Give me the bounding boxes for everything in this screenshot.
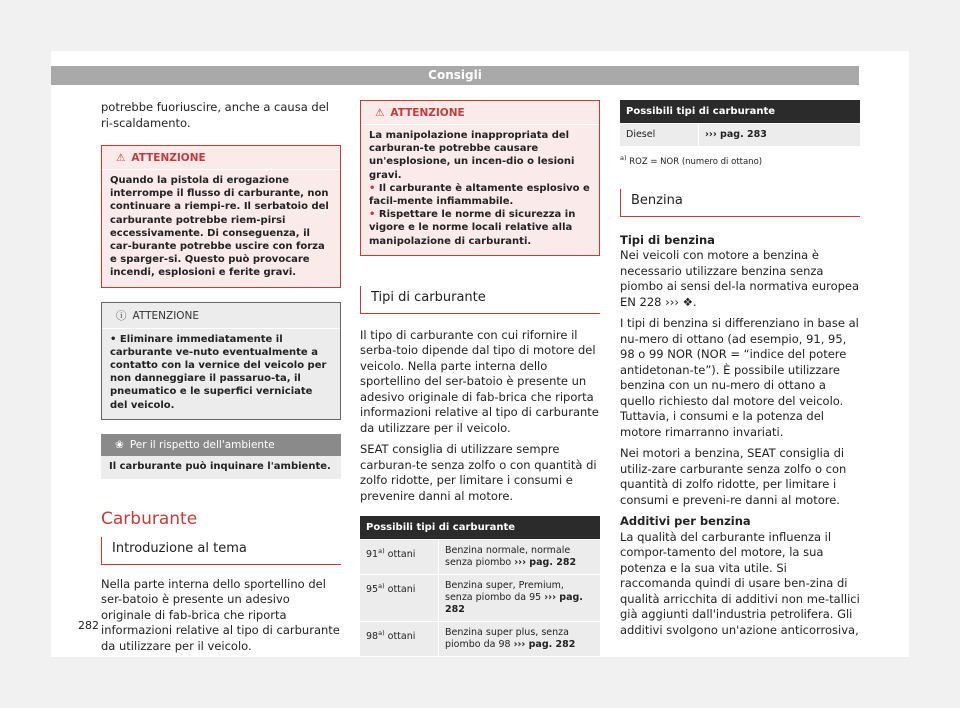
paragraph-2: I tipi di benzina si differenziano in base al nu-mero di ottano (ad esempio, 91, 95, 98 o 99 NOR (NOR = “indice del potere antidetonan-te”). È possibile utilizzare benzina con un nu-mero di ottano a quello richiesto dal motore del veicolo. Tuttavia, i consumi e la potenza del motore rimarranno invariati.: [620, 316, 859, 439]
paragraph-1: Nei veicoli con motore a benzina è necessario utilizzare benzina senza piombo ai sensi del-la normativa europea EN 228 ››› ❖.: [620, 248, 860, 309]
warning-ref-icon[interactable]: ❖: [682, 294, 693, 309]
column-1: [101, 100, 341, 660]
table-row: 95$^{a)}$ ottani Benzina super, Premium, senza piombo da 95 ››› pag. 282: [360, 575, 600, 622]
page-link[interactable]: ››› pag. 282: [514, 557, 577, 569]
section-subtitle: Introduzione al tema: [101, 537, 341, 565]
heading-benzina: Benzina: [620, 189, 860, 217]
paragraph-1: Il tipo di carburante con cui rifornire il serba-toio dipende dal tipo di motore del veicolo. Nella parte interna dello sportellino del ser-batoio è presente un adesivo originale di fab-brica che riporta informazioni relative al tipo di carburante da utilizzare per il veicolo.: [360, 327, 599, 435]
warning-triangle-icon: ⚠: [375, 107, 385, 119]
column-2: [360, 100, 600, 656]
table-row: 91$^{a)}$ ottani Benzina normale, normale senza piombo ››› pag. 282: [360, 540, 600, 575]
section-carburante: [101, 509, 341, 565]
intro-paragraph: Nella parte interna dello sportellino del ser-batoio è presente un adesivo originale di fab-brica che riporta informazioni relative al tipo di carburante da utilizzare per il veicolo.: [101, 576, 340, 653]
warning-header: ⚠ ATTENZIONE: [361, 101, 599, 125]
page-link[interactable]: ››› pag. 282: [445, 592, 583, 616]
leaf-icon: ❀: [115, 438, 124, 451]
table-header: Possibili tipi di carburante: [360, 516, 600, 540]
bullet-icon: •: [369, 209, 376, 221]
environment-box: [101, 434, 341, 479]
fuel-table: [360, 516, 600, 656]
page-number: 282: [78, 619, 99, 632]
warning-text: La manipolazione inappropriata del carburan-te potrebbe causare un'esplosione, un incen-dio o lesioni gravi. • Il carburante è altamente esplosivo e facil-mente infiammabile. • Rispettare le norme di sicurezza in vigore e le norme locali relative alla manipolazione di carburanti.: [369, 130, 590, 247]
subheading-additivi: Additivi per benzina: [620, 514, 751, 529]
bullet-icon: •: [110, 333, 117, 345]
warning-text: Quando la pistola di erogazione interrompe il flusso di carburante, non continuare a riempi-re. Il serbatoio del carburante potrebbe riem-pirsi eccessivamente. Di conseguenza, il car-burante potrebbe uscire con forza e sparger-si. Questo può provocare incendi, esplosioni e ferite gravi.: [110, 175, 329, 279]
heading-tipi-carburante: Tipi di carburante: [360, 286, 600, 314]
page-header: Consigli: [51, 66, 859, 85]
table-header: Possibili tipi di carburante: [620, 100, 860, 124]
warning-triangle-icon: ⚠: [116, 152, 126, 164]
fuel-table-continued: [620, 100, 860, 146]
section-title: Carburante: [101, 508, 198, 529]
paragraph-4: La qualità del carburante influenza il compor-tamento del motore, la sua potenza e la sua vita utile. Si raccomanda quindi di usare ben-zina di qualità arricchita di additivi non me-tallici già aggiunti dall'industria petrolifera. Gli additivi svolgono un'azione anticorrosiva,: [620, 529, 860, 637]
page-link[interactable]: ››› pag. 283: [705, 129, 767, 140]
page-link[interactable]: ››› pag. 282: [513, 639, 576, 651]
subheading-tipi-benzina: Tipi di benzina: [620, 232, 715, 247]
caution-text: • Eliminare immediatamente il carburante ve-nuto eventualmente a contatto con la vernice del veicolo per non danneggiare il passaruo-ta, il pneumatico e le superfici verniciate del veicolo.: [110, 333, 327, 411]
caution-header: ⓘ ATTENZIONE: [102, 303, 340, 329]
caution-box: [101, 302, 341, 420]
bullet-icon: •: [369, 182, 376, 194]
column-3: [620, 100, 860, 644]
footnote: $^{a)}$ ROZ = NOR (numero di ottano): [620, 154, 763, 167]
environment-text: Il carburante può inquinare l'ambiente.: [101, 456, 341, 479]
table-row: Diesel ››› pag. 283: [620, 124, 860, 147]
paragraph-2: SEAT consiglia di utilizzare sempre carburan-te senza zolfo o con quantità di zolfo ridotte, per limitare i consumi e prevenire danni al motore.: [360, 442, 597, 503]
intro-text: potrebbe fuoriuscire, anche a causa del ri-scaldamento.: [101, 100, 329, 130]
environment-header: ❀ Per il rispetto dell'ambiente: [101, 434, 341, 456]
warning-header: ⚠ ATTENZIONE: [102, 146, 340, 170]
warning-box-2: [360, 100, 600, 256]
table-row: 98$^{a)}$ ottani Benzina super plus, senza piombo da 98 ››› pag. 282: [360, 622, 600, 657]
warning-box-1: [101, 145, 341, 288]
info-circle-icon: ⓘ: [116, 309, 127, 322]
paragraph-3: Nei motori a benzina, SEAT consiglia di utiliz-zare carburante senza zolfo o con quantità di zolfo ridotte, per limitare i consumi e preveni-re danni al motore.: [620, 446, 847, 507]
